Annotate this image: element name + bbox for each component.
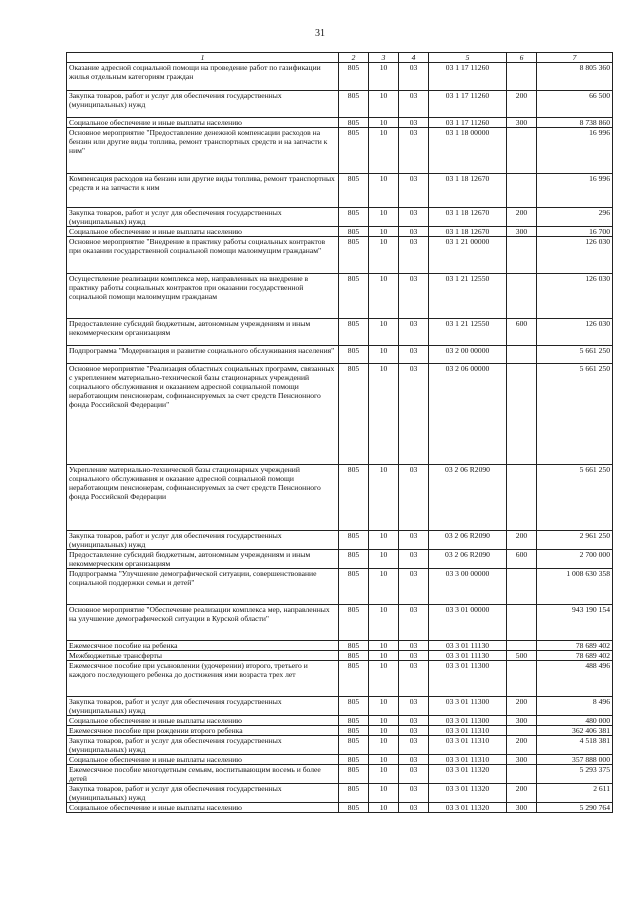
- row-name: Ежемесячное пособие на ребенка: [67, 641, 339, 651]
- table-row: [67, 128, 613, 174]
- row-col-3: 10: [369, 346, 399, 364]
- row-col-3: 10: [369, 641, 399, 651]
- row-amount: 357 888 000: [537, 755, 613, 765]
- row-col-4: 03: [399, 274, 429, 319]
- row-name: Социальное обеспечение и иные выплаты населению: [67, 227, 339, 237]
- row-name: Закупка товаров, работ и услуг для обеспечения государственных (муниципальных) нужд: [67, 784, 339, 803]
- page-number: 31: [315, 28, 325, 39]
- row-col-3: 10: [369, 550, 399, 569]
- row-col-3: 10: [369, 274, 399, 319]
- row-col-2: 805: [339, 697, 369, 716]
- row-col-4: 03: [399, 716, 429, 726]
- table-row: [67, 641, 613, 651]
- row-col-4: 03: [399, 364, 429, 465]
- row-col-2: 805: [339, 550, 369, 569]
- row-col-2: 805: [339, 736, 369, 755]
- row-col-2: 805: [339, 755, 369, 765]
- row-col-6: 600: [507, 319, 537, 346]
- row-col-2: 805: [339, 784, 369, 803]
- row-amount: 8 738 860: [537, 118, 613, 128]
- row-col-3: 10: [369, 605, 399, 641]
- row-col-5: 03 3 00 00000: [429, 569, 507, 605]
- row-name: Компенсация расходов на бензин или другие виды топлива, ремонт транспортных средств и на запчасти к ним: [67, 174, 339, 208]
- row-col-4: 03: [399, 346, 429, 364]
- row-col-6: [507, 237, 537, 274]
- row-col-3: 10: [369, 697, 399, 716]
- row-col-4: 03: [399, 208, 429, 227]
- table-row: [67, 227, 613, 237]
- header-col-4: 4: [399, 53, 429, 63]
- row-col-4: 03: [399, 755, 429, 765]
- row-name: Оказание адресной социальной помощи на проведение работ по газификации жилья отдельным категориям граждан: [67, 63, 339, 91]
- row-col-2: 805: [339, 227, 369, 237]
- row-col-5: 03 1 17 11260: [429, 63, 507, 91]
- table-row: [67, 208, 613, 227]
- table-row: [67, 531, 613, 550]
- row-name: Закупка товаров, работ и услуг для обеспечения государственных (муниципальных) нужд: [67, 531, 339, 550]
- table-row: [67, 716, 613, 726]
- row-col-4: 03: [399, 531, 429, 550]
- row-col-6: [507, 465, 537, 531]
- row-col-6: 200: [507, 208, 537, 227]
- row-col-5: 03 2 06 R2090: [429, 531, 507, 550]
- row-name: Закупка товаров, работ и услуг для обеспечения государственных (муниципальных) нужд: [67, 736, 339, 755]
- row-col-5: 03 3 01 11320: [429, 765, 507, 784]
- row-name: Ежемесячное пособие при усыновлении (удочерении) второго, третьего и каждого последующего ребенка до достижения ими возраста трех лет: [67, 661, 339, 697]
- row-col-4: 03: [399, 118, 429, 128]
- budget-table: [66, 52, 613, 813]
- row-col-6: 300: [507, 118, 537, 128]
- row-name: Предоставление субсидий бюджетным, автономным учреждениям и иным некоммерческим организациям: [67, 319, 339, 346]
- table-row: [67, 118, 613, 128]
- row-col-6: [507, 661, 537, 697]
- row-col-4: 03: [399, 91, 429, 118]
- row-col-2: 805: [339, 726, 369, 736]
- row-col-5: 03 3 01 11310: [429, 755, 507, 765]
- row-amount: 488 496: [537, 661, 613, 697]
- row-name: Основное мероприятие "Обеспечение реализации комплекса мер, направленных на улучшение демографической ситуации в Курской области": [67, 605, 339, 641]
- row-col-4: 03: [399, 651, 429, 661]
- row-col-3: 10: [369, 765, 399, 784]
- row-col-2: 805: [339, 237, 369, 274]
- row-amount: 362 406 381: [537, 726, 613, 736]
- table-row: [67, 237, 613, 274]
- row-name: Основное мероприятие "Внедрение в практику работы социальных контрактов при оказании государственной социальной помощи малоимущим гражданам": [67, 237, 339, 274]
- row-col-5: 03 1 17 11260: [429, 91, 507, 118]
- row-amount: 480 000: [537, 716, 613, 726]
- row-col-5: 03 3 01 11310: [429, 726, 507, 736]
- table-row: [67, 364, 613, 465]
- header-col-5: 5: [429, 53, 507, 63]
- row-col-5: 03 2 06 00000: [429, 364, 507, 465]
- row-col-6: [507, 274, 537, 319]
- row-col-5: 03 3 01 00000: [429, 605, 507, 641]
- row-col-6: 300: [507, 803, 537, 813]
- row-amount: 126 030: [537, 274, 613, 319]
- row-amount: 78 689 402: [537, 651, 613, 661]
- row-col-3: 10: [369, 63, 399, 91]
- row-col-5: 03 1 21 12550: [429, 319, 507, 346]
- row-col-4: 03: [399, 641, 429, 651]
- row-col-5: 03 1 18 00000: [429, 128, 507, 174]
- row-col-3: 10: [369, 755, 399, 765]
- header-col-7: 7: [537, 53, 613, 63]
- row-col-4: 03: [399, 765, 429, 784]
- table-row: [67, 803, 613, 813]
- row-col-2: 805: [339, 765, 369, 784]
- row-col-6: 300: [507, 716, 537, 726]
- row-col-6: [507, 605, 537, 641]
- row-name: Социальное обеспечение и иные выплаты населению: [67, 803, 339, 813]
- row-col-5: 03 3 01 11130: [429, 651, 507, 661]
- header-col-3: 3: [369, 53, 399, 63]
- table-row: [67, 346, 613, 364]
- row-name: Закупка товаров, работ и услуг для обеспечения государственных (муниципальных) нужд: [67, 697, 339, 716]
- row-amount: 78 689 402: [537, 641, 613, 651]
- row-amount: 5 290 764: [537, 803, 613, 813]
- table-row: [67, 91, 613, 118]
- row-col-6: [507, 765, 537, 784]
- row-col-4: 03: [399, 63, 429, 91]
- row-col-5: 03 3 01 11300: [429, 716, 507, 726]
- row-col-3: 10: [369, 784, 399, 803]
- row-col-2: 805: [339, 651, 369, 661]
- row-col-3: 10: [369, 237, 399, 274]
- row-name: Предоставление субсидий бюджетным, автономным учреждениям и иным некоммерческим организациям: [67, 550, 339, 569]
- row-col-4: 03: [399, 174, 429, 208]
- header-col-1: 1: [67, 53, 339, 63]
- row-amount: 8 496: [537, 697, 613, 716]
- row-col-2: 805: [339, 128, 369, 174]
- row-col-4: 03: [399, 726, 429, 736]
- row-name: Межбюджетные трансферты: [67, 651, 339, 661]
- row-amount: 5 661 250: [537, 346, 613, 364]
- table-row: [67, 569, 613, 605]
- table-row: [67, 661, 613, 697]
- row-col-5: 03 3 01 11130: [429, 641, 507, 651]
- row-amount: 2 961 250: [537, 531, 613, 550]
- row-col-5: 03 1 18 12670: [429, 174, 507, 208]
- row-col-4: 03: [399, 569, 429, 605]
- row-amount: 5 661 250: [537, 364, 613, 465]
- row-name: Ежемесячное пособие при рождении второго ребенка: [67, 726, 339, 736]
- header-col-6: 6: [507, 53, 537, 63]
- table-row: [67, 550, 613, 569]
- row-col-4: 03: [399, 550, 429, 569]
- row-col-6: 300: [507, 227, 537, 237]
- row-col-6: 300: [507, 755, 537, 765]
- row-col-5: 03 3 01 11320: [429, 803, 507, 813]
- table-body: [67, 63, 613, 813]
- row-name: Подпрограмма "Улучшение демографической ситуации, совершенствование социальной поддержки семьи и детей": [67, 569, 339, 605]
- row-amount: 16 700: [537, 227, 613, 237]
- row-name: Подпрограмма "Модернизация и развитие социального обслуживания населения": [67, 346, 339, 364]
- row-amount: 2 611: [537, 784, 613, 803]
- row-col-3: 10: [369, 661, 399, 697]
- row-col-2: 805: [339, 274, 369, 319]
- row-col-5: 03 3 01 11320: [429, 784, 507, 803]
- row-col-4: 03: [399, 697, 429, 716]
- row-col-4: 03: [399, 803, 429, 813]
- row-col-6: 200: [507, 784, 537, 803]
- row-amount: 296: [537, 208, 613, 227]
- row-amount: 5 293 375: [537, 765, 613, 784]
- row-col-6: 200: [507, 91, 537, 118]
- row-col-2: 805: [339, 661, 369, 697]
- row-col-2: 805: [339, 91, 369, 118]
- row-col-3: 10: [369, 319, 399, 346]
- row-col-5: 03 2 06 R2090: [429, 550, 507, 569]
- row-col-6: [507, 569, 537, 605]
- row-col-6: 500: [507, 651, 537, 661]
- row-col-3: 10: [369, 651, 399, 661]
- row-name: Основное мероприятие "Реализация областных социальных программ, связанных с укреплением материально-технической базы стационарных учреждений социального обслуживания и оказанием адресной социальной помощи неработающим пенсионерам, софинансируемых за счет средств Пенсионного фонда Российской Федерации": [67, 364, 339, 465]
- row-col-6: 600: [507, 550, 537, 569]
- row-amount: 1 008 630 358: [537, 569, 613, 605]
- row-col-3: 10: [369, 465, 399, 531]
- table-row: [67, 605, 613, 641]
- row-col-5: 03 2 06 R2090: [429, 465, 507, 531]
- table-row: [67, 726, 613, 736]
- row-col-5: 03 2 00 00000: [429, 346, 507, 364]
- row-col-2: 805: [339, 803, 369, 813]
- table-row: [67, 651, 613, 661]
- row-col-5: 03 1 21 12550: [429, 274, 507, 319]
- row-col-3: 10: [369, 118, 399, 128]
- row-col-2: 805: [339, 319, 369, 346]
- table-row: [67, 755, 613, 765]
- table-row: [67, 736, 613, 755]
- row-col-4: 03: [399, 465, 429, 531]
- table-row: [67, 765, 613, 784]
- row-col-4: 03: [399, 227, 429, 237]
- row-col-2: 805: [339, 63, 369, 91]
- row-name: Социальное обеспечение и иные выплаты населению: [67, 755, 339, 765]
- table-row: [67, 465, 613, 531]
- row-col-2: 805: [339, 364, 369, 465]
- row-col-3: 10: [369, 128, 399, 174]
- row-col-3: 10: [369, 531, 399, 550]
- row-amount: 126 030: [537, 237, 613, 274]
- row-col-4: 03: [399, 736, 429, 755]
- table-header-row: [67, 53, 613, 63]
- row-name: Осуществление реализации комплекса мер, направленных на внедрение в практику работы социальных контрактов при оказании государственной социальной помощи малоимущим гражданам: [67, 274, 339, 319]
- row-col-3: 10: [369, 208, 399, 227]
- row-col-4: 03: [399, 128, 429, 174]
- row-col-2: 805: [339, 208, 369, 227]
- row-col-4: 03: [399, 319, 429, 346]
- row-col-2: 805: [339, 641, 369, 651]
- row-name: Укрепление материально-технической базы стационарных учреждений социального обслуживания и оказание адресной социальной помощи неработающим пенсионерам, софинансируемых за счет средств Пенсионного фонда Российской Федерации: [67, 465, 339, 531]
- table-row: [67, 784, 613, 803]
- row-col-5: 03 1 18 12670: [429, 208, 507, 227]
- row-col-5: 03 3 01 11300: [429, 697, 507, 716]
- row-col-4: 03: [399, 661, 429, 697]
- row-amount: 66 500: [537, 91, 613, 118]
- row-col-5: 03 3 01 11300: [429, 661, 507, 697]
- row-col-3: 10: [369, 227, 399, 237]
- row-col-3: 10: [369, 803, 399, 813]
- row-col-6: [507, 174, 537, 208]
- row-col-2: 805: [339, 605, 369, 641]
- row-col-3: 10: [369, 716, 399, 726]
- row-col-6: [507, 346, 537, 364]
- row-col-4: 03: [399, 237, 429, 274]
- row-name: Основное мероприятие "Предоставление денежной компенсации расходов на бензин или другие виды топлива, ремонт транспортных средств и на запчасти к ним": [67, 128, 339, 174]
- row-col-2: 805: [339, 531, 369, 550]
- row-name: Закупка товаров, работ и услуг для обеспечения государственных (муниципальных) нужд: [67, 208, 339, 227]
- row-col-4: 03: [399, 784, 429, 803]
- row-col-6: 200: [507, 697, 537, 716]
- row-name: Ежемесячное пособие многодетным семьям, воспитывающим восемь и более детей: [67, 765, 339, 784]
- row-col-6: [507, 128, 537, 174]
- row-col-6: [507, 63, 537, 91]
- row-col-5: 03 1 21 00000: [429, 237, 507, 274]
- row-col-5: 03 1 17 11260: [429, 118, 507, 128]
- row-col-3: 10: [369, 174, 399, 208]
- row-amount: 943 190 154: [537, 605, 613, 641]
- row-col-3: 10: [369, 736, 399, 755]
- row-col-2: 805: [339, 465, 369, 531]
- table-row: [67, 63, 613, 91]
- row-col-3: 10: [369, 364, 399, 465]
- row-col-2: 805: [339, 716, 369, 726]
- row-amount: 5 661 250: [537, 465, 613, 531]
- row-amount: 126 030: [537, 319, 613, 346]
- row-col-2: 805: [339, 118, 369, 128]
- table-row: [67, 274, 613, 319]
- row-col-2: 805: [339, 569, 369, 605]
- row-col-3: 10: [369, 569, 399, 605]
- row-col-6: 200: [507, 736, 537, 755]
- table-row: [67, 174, 613, 208]
- row-col-5: 03 1 18 12670: [429, 227, 507, 237]
- header-col-2: 2: [339, 53, 369, 63]
- row-col-6: [507, 641, 537, 651]
- row-name: Социальное обеспечение и иные выплаты населению: [67, 118, 339, 128]
- row-col-6: 200: [507, 531, 537, 550]
- table-row: [67, 697, 613, 716]
- row-amount: 2 700 000: [537, 550, 613, 569]
- row-col-3: 10: [369, 91, 399, 118]
- row-col-6: [507, 364, 537, 465]
- row-name: Закупка товаров, работ и услуг для обеспечения государственных (муниципальных) нужд: [67, 91, 339, 118]
- row-col-2: 805: [339, 346, 369, 364]
- row-amount: 16 996: [537, 174, 613, 208]
- row-col-5: 03 3 01 11310: [429, 736, 507, 755]
- row-col-4: 03: [399, 605, 429, 641]
- row-col-6: [507, 726, 537, 736]
- row-amount: 8 805 360: [537, 63, 613, 91]
- row-name: Социальное обеспечение и иные выплаты населению: [67, 716, 339, 726]
- row-amount: 4 518 381: [537, 736, 613, 755]
- row-col-3: 10: [369, 726, 399, 736]
- row-amount: 16 996: [537, 128, 613, 174]
- table-row: [67, 319, 613, 346]
- row-col-2: 805: [339, 174, 369, 208]
